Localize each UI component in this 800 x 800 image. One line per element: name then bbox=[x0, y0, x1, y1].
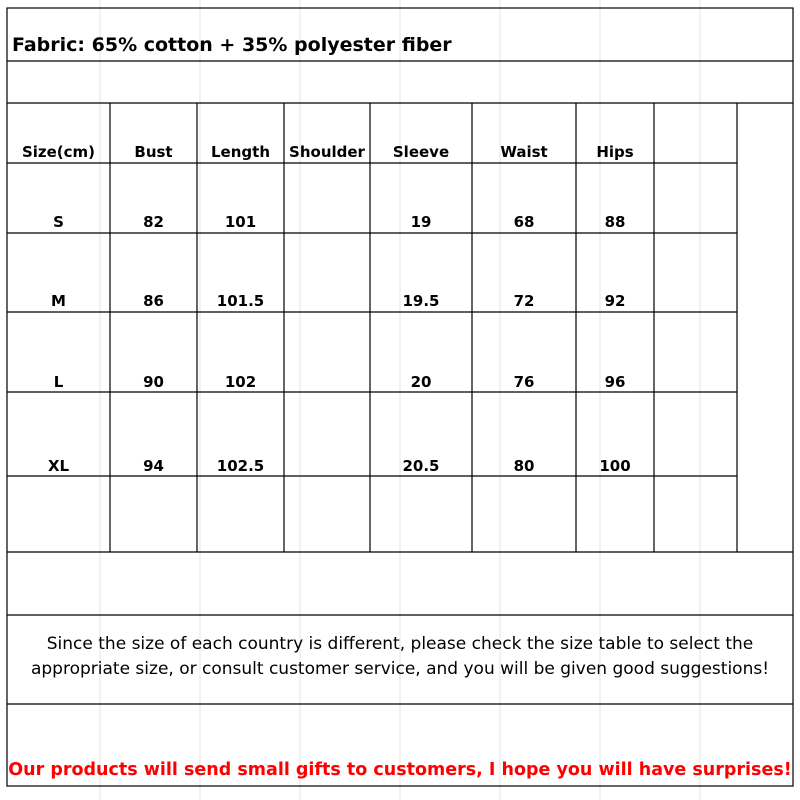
table-cell: 92 bbox=[604, 292, 626, 310]
fabric-title: Fabric: 65% cotton + 35% polyester fiber bbox=[12, 34, 452, 56]
header-waist: Waist bbox=[500, 143, 548, 161]
table-cell: 82 bbox=[143, 213, 164, 231]
table-cell: XL bbox=[47, 457, 70, 475]
table-cell: 94 bbox=[143, 457, 164, 475]
table-cell: 20 bbox=[410, 373, 432, 391]
header-shoulder: Shoulder bbox=[289, 143, 365, 161]
header-size: Size(cm) bbox=[21, 143, 96, 161]
table-cell: L bbox=[53, 373, 64, 391]
header-length: Length bbox=[211, 143, 270, 161]
table-cell: 86 bbox=[143, 292, 164, 310]
header-bust: Bust bbox=[134, 143, 173, 161]
table-cell: 72 bbox=[513, 292, 535, 310]
table-cell: 88 bbox=[604, 213, 626, 231]
table-cell: 96 bbox=[604, 373, 626, 391]
table-cell: 102.5 bbox=[216, 457, 265, 475]
table-cell: 19 bbox=[410, 213, 432, 231]
table-cell: 19.5 bbox=[402, 292, 440, 310]
table-cell: M bbox=[51, 292, 66, 310]
table-cell: 101.5 bbox=[216, 292, 265, 310]
table-cell: 100 bbox=[599, 457, 631, 475]
table-cell: 90 bbox=[143, 373, 164, 391]
table-cell: 101 bbox=[224, 213, 257, 231]
table-cell: 102 bbox=[224, 373, 257, 391]
table-cell: 76 bbox=[513, 373, 535, 391]
gift-promo-text: Our products will send small gifts to customers, I hope you will have surprises! bbox=[8, 760, 792, 780]
table-cell: 68 bbox=[513, 213, 535, 231]
header-hips: Hips bbox=[596, 143, 634, 161]
table-cell: 80 bbox=[513, 457, 535, 475]
table-cell: S bbox=[53, 213, 64, 231]
header-sleeve: Sleeve bbox=[392, 143, 450, 161]
table-cell: 20.5 bbox=[402, 457, 440, 475]
size-advice-note: Since the size of each country is different, please check the size table to select the appropriate size, or consult customer service, and you will be given good suggestions! bbox=[30, 634, 770, 679]
